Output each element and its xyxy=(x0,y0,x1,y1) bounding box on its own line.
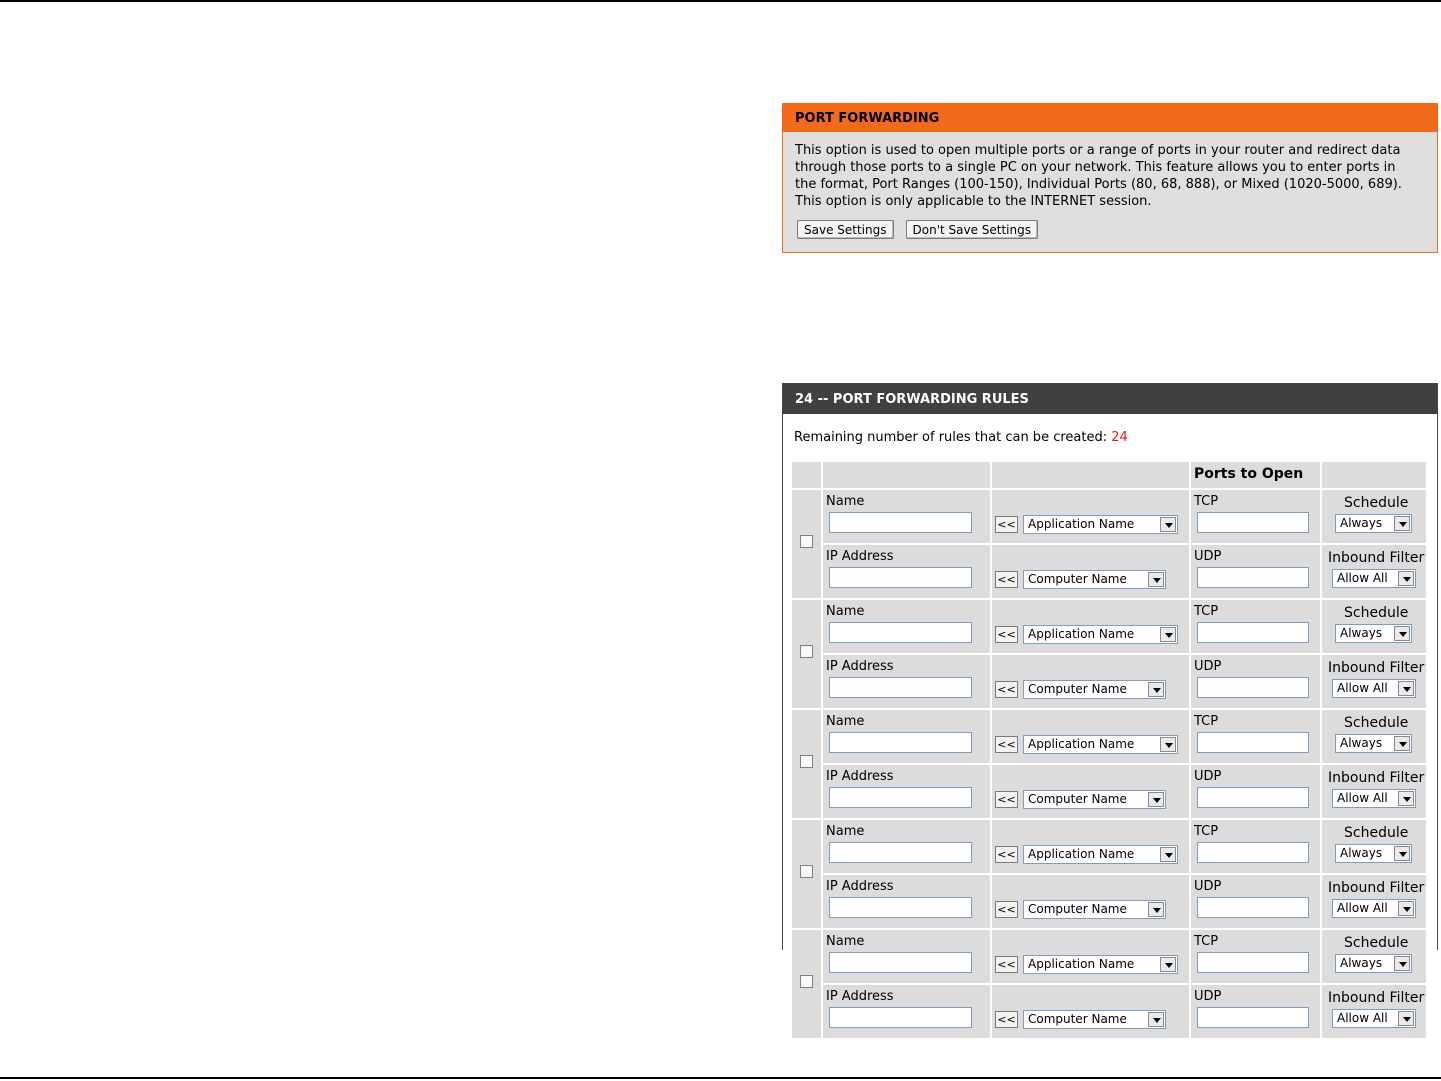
computer-name-value: Computer Name xyxy=(1028,902,1127,916)
copy-computer-button[interactable]: << xyxy=(995,1011,1018,1028)
ip-address-label: IP Address xyxy=(826,549,894,564)
tcp-label: TCP xyxy=(1194,824,1219,839)
port-forwarding-title: PORT FORWARDING xyxy=(783,104,1437,132)
rules-title: 24 -- PORT FORWARDING RULES xyxy=(783,384,1437,414)
schedule-select[interactable] xyxy=(1335,954,1412,973)
copy-computer-button[interactable]: << xyxy=(995,681,1018,698)
header-cell xyxy=(792,462,821,488)
application-name-select[interactable] xyxy=(1023,515,1178,534)
udp-label: UDP xyxy=(1194,659,1222,674)
ip-address-input[interactable] xyxy=(829,1007,972,1028)
udp-ports-input[interactable] xyxy=(1197,1007,1309,1028)
chevron-down-icon[interactable] xyxy=(1148,902,1164,917)
description-line: the format, Port Ranges (100-150), Individual Ports (80, 68, 888), or Mixed (1020-5000, 689). xyxy=(795,177,1402,192)
chevron-down-icon[interactable] xyxy=(1394,956,1410,971)
copy-application-button[interactable]: << xyxy=(995,626,1018,643)
description-line: This option is used to open multiple ports or a range of ports in your router and redirect data xyxy=(795,143,1401,158)
bottom-border-line xyxy=(0,1077,1441,1079)
copy-computer-button[interactable]: << xyxy=(995,901,1018,918)
schedule-label: Schedule xyxy=(1344,605,1409,621)
remaining-count: 24 xyxy=(1111,430,1128,445)
application-name-value: Application Name xyxy=(1028,517,1135,531)
chevron-down-icon[interactable] xyxy=(1148,792,1164,807)
application-name-select[interactable] xyxy=(1023,955,1178,974)
ports-to-open-header: Ports to Open xyxy=(1194,466,1304,482)
tcp-label: TCP xyxy=(1194,494,1219,509)
udp-label: UDP xyxy=(1194,879,1222,894)
schedule-select[interactable] xyxy=(1335,844,1412,863)
rule-enable-checkbox[interactable] xyxy=(800,755,813,768)
ip-address-input[interactable] xyxy=(829,787,972,808)
save-settings-button[interactable]: Save Settings xyxy=(797,220,894,239)
inbound-filter-value: Allow All xyxy=(1337,901,1388,915)
inbound-filter-value: Allow All xyxy=(1337,681,1388,695)
header-cell xyxy=(823,462,990,488)
tcp-ports-input[interactable] xyxy=(1197,622,1309,643)
schedule-value: Always xyxy=(1340,846,1383,860)
inbound-filter-value: Allow All xyxy=(1337,791,1388,805)
schedule-label: Schedule xyxy=(1344,825,1409,841)
ip-address-label: IP Address xyxy=(826,659,894,674)
inbound-filter-label: Inbound Filter xyxy=(1328,550,1425,566)
chevron-down-icon[interactable] xyxy=(1160,847,1176,862)
name-input[interactable] xyxy=(829,952,972,973)
schedule-label: Schedule xyxy=(1344,495,1409,511)
schedule-label: Schedule xyxy=(1344,715,1409,731)
application-name-select[interactable] xyxy=(1023,735,1178,754)
port-forwarding-panel xyxy=(782,103,1438,253)
copy-application-button[interactable]: << xyxy=(995,516,1018,533)
chevron-down-icon[interactable] xyxy=(1160,517,1176,532)
chevron-down-icon[interactable] xyxy=(1160,627,1176,642)
tcp-ports-input[interactable] xyxy=(1197,952,1309,973)
port-forwarding-description xyxy=(783,132,1437,210)
computer-name-value: Computer Name xyxy=(1028,682,1127,696)
tcp-ports-input[interactable] xyxy=(1197,512,1309,533)
chevron-down-icon[interactable] xyxy=(1148,1012,1164,1027)
chevron-down-icon[interactable] xyxy=(1394,516,1410,531)
port-forwarding-rules-panel xyxy=(782,383,1438,1026)
name-input[interactable] xyxy=(829,732,972,753)
chevron-down-icon[interactable] xyxy=(1148,572,1164,587)
rule-enable-checkbox[interactable] xyxy=(800,975,813,988)
name-input[interactable] xyxy=(829,842,972,863)
tcp-label: TCP xyxy=(1194,714,1219,729)
copy-computer-button[interactable]: << xyxy=(995,571,1018,588)
ip-address-input[interactable] xyxy=(829,567,972,588)
tcp-label: TCP xyxy=(1194,604,1219,619)
name-label: Name xyxy=(826,824,865,839)
schedule-label: Schedule xyxy=(1344,935,1409,951)
copy-application-button[interactable]: << xyxy=(995,736,1018,753)
ip-address-input[interactable] xyxy=(829,897,972,918)
top-border-line xyxy=(0,0,1441,2)
chevron-down-icon[interactable] xyxy=(1394,626,1410,641)
copy-application-button[interactable]: << xyxy=(995,956,1018,973)
chevron-down-icon[interactable] xyxy=(1160,737,1176,752)
inbound-filter-select[interactable] xyxy=(1332,899,1416,918)
description-line: through those ports to a single PC on your network. This feature allows you to enter ports in xyxy=(795,160,1396,175)
ip-address-label: IP Address xyxy=(826,989,894,1004)
computer-name-select[interactable] xyxy=(1023,900,1166,919)
computer-name-select[interactable] xyxy=(1023,1010,1166,1029)
application-name-value: Application Name xyxy=(1028,847,1135,861)
name-label: Name xyxy=(826,714,865,729)
inbound-filter-value: Allow All xyxy=(1337,1011,1388,1025)
inbound-filter-label: Inbound Filter xyxy=(1328,990,1425,1006)
udp-ports-input[interactable] xyxy=(1197,567,1309,588)
copy-application-button[interactable]: << xyxy=(995,846,1018,863)
computer-name-select[interactable] xyxy=(1023,790,1166,809)
computer-name-select[interactable] xyxy=(1023,570,1166,589)
rule-enable-checkbox[interactable] xyxy=(800,535,813,548)
inbound-filter-label: Inbound Filter xyxy=(1328,770,1425,786)
udp-ports-input[interactable] xyxy=(1197,897,1309,918)
application-name-select[interactable] xyxy=(1023,625,1178,644)
remaining-label: Remaining number of rules that can be created: xyxy=(794,430,1108,445)
chevron-down-icon[interactable] xyxy=(1398,1011,1414,1026)
chevron-down-icon[interactable] xyxy=(1398,681,1414,696)
name-label: Name xyxy=(826,934,865,949)
chevron-down-icon[interactable] xyxy=(1160,957,1176,972)
schedule-select[interactable] xyxy=(1335,514,1412,533)
chevron-down-icon[interactable] xyxy=(1398,791,1414,806)
udp-label: UDP xyxy=(1194,769,1222,784)
computer-name-value: Computer Name xyxy=(1028,572,1127,586)
chevron-down-icon[interactable] xyxy=(1394,736,1410,751)
inbound-filter-label: Inbound Filter xyxy=(1328,880,1425,896)
udp-ports-input[interactable] xyxy=(1197,787,1309,808)
remaining-rules xyxy=(783,414,1437,446)
udp-ports-input[interactable] xyxy=(1197,677,1309,698)
chevron-down-icon[interactable] xyxy=(1148,682,1164,697)
computer-name-value: Computer Name xyxy=(1028,1012,1127,1026)
schedule-select[interactable] xyxy=(1335,624,1412,643)
application-name-value: Application Name xyxy=(1028,957,1135,971)
schedule-value: Always xyxy=(1340,626,1383,640)
name-label: Name xyxy=(826,604,865,619)
chevron-down-icon[interactable] xyxy=(1394,846,1410,861)
rule-enable-checkbox[interactable] xyxy=(800,645,813,658)
ip-address-label: IP Address xyxy=(826,769,894,784)
inbound-filter-select[interactable] xyxy=(1332,789,1416,808)
ip-address-input[interactable] xyxy=(829,677,972,698)
schedule-value: Always xyxy=(1340,956,1383,970)
name-input[interactable] xyxy=(829,512,972,533)
application-name-value: Application Name xyxy=(1028,737,1135,751)
rule-enable-checkbox[interactable] xyxy=(800,865,813,878)
schedule-value: Always xyxy=(1340,736,1383,750)
tcp-label: TCP xyxy=(1194,934,1219,949)
dont-save-settings-button[interactable]: Don't Save Settings xyxy=(906,220,1039,239)
application-name-value: Application Name xyxy=(1028,627,1135,641)
computer-name-select[interactable] xyxy=(1023,680,1166,699)
inbound-filter-select[interactable] xyxy=(1332,679,1416,698)
inbound-filter-select[interactable] xyxy=(1332,1009,1416,1028)
udp-label: UDP xyxy=(1194,549,1222,564)
chevron-down-icon[interactable] xyxy=(1398,571,1414,586)
udp-label: UDP xyxy=(1194,989,1222,1004)
chevron-down-icon[interactable] xyxy=(1398,901,1414,916)
copy-computer-button[interactable]: << xyxy=(995,791,1018,808)
name-label: Name xyxy=(826,494,865,509)
schedule-value: Always xyxy=(1340,516,1383,530)
inbound-filter-value: Allow All xyxy=(1337,571,1388,585)
name-input[interactable] xyxy=(829,622,972,643)
inbound-filter-label: Inbound Filter xyxy=(1328,660,1425,676)
computer-name-value: Computer Name xyxy=(1028,792,1127,806)
tcp-ports-input[interactable] xyxy=(1197,842,1309,863)
inbound-filter-select[interactable] xyxy=(1332,569,1416,588)
header-cell xyxy=(1322,462,1426,488)
application-name-select[interactable] xyxy=(1023,845,1178,864)
schedule-select[interactable] xyxy=(1335,734,1412,753)
description-line: This option is only applicable to the INTERNET session. xyxy=(795,194,1152,209)
tcp-ports-input[interactable] xyxy=(1197,732,1309,753)
header-cell xyxy=(992,462,1189,488)
settings-buttons xyxy=(783,210,1437,239)
ip-address-label: IP Address xyxy=(826,879,894,894)
